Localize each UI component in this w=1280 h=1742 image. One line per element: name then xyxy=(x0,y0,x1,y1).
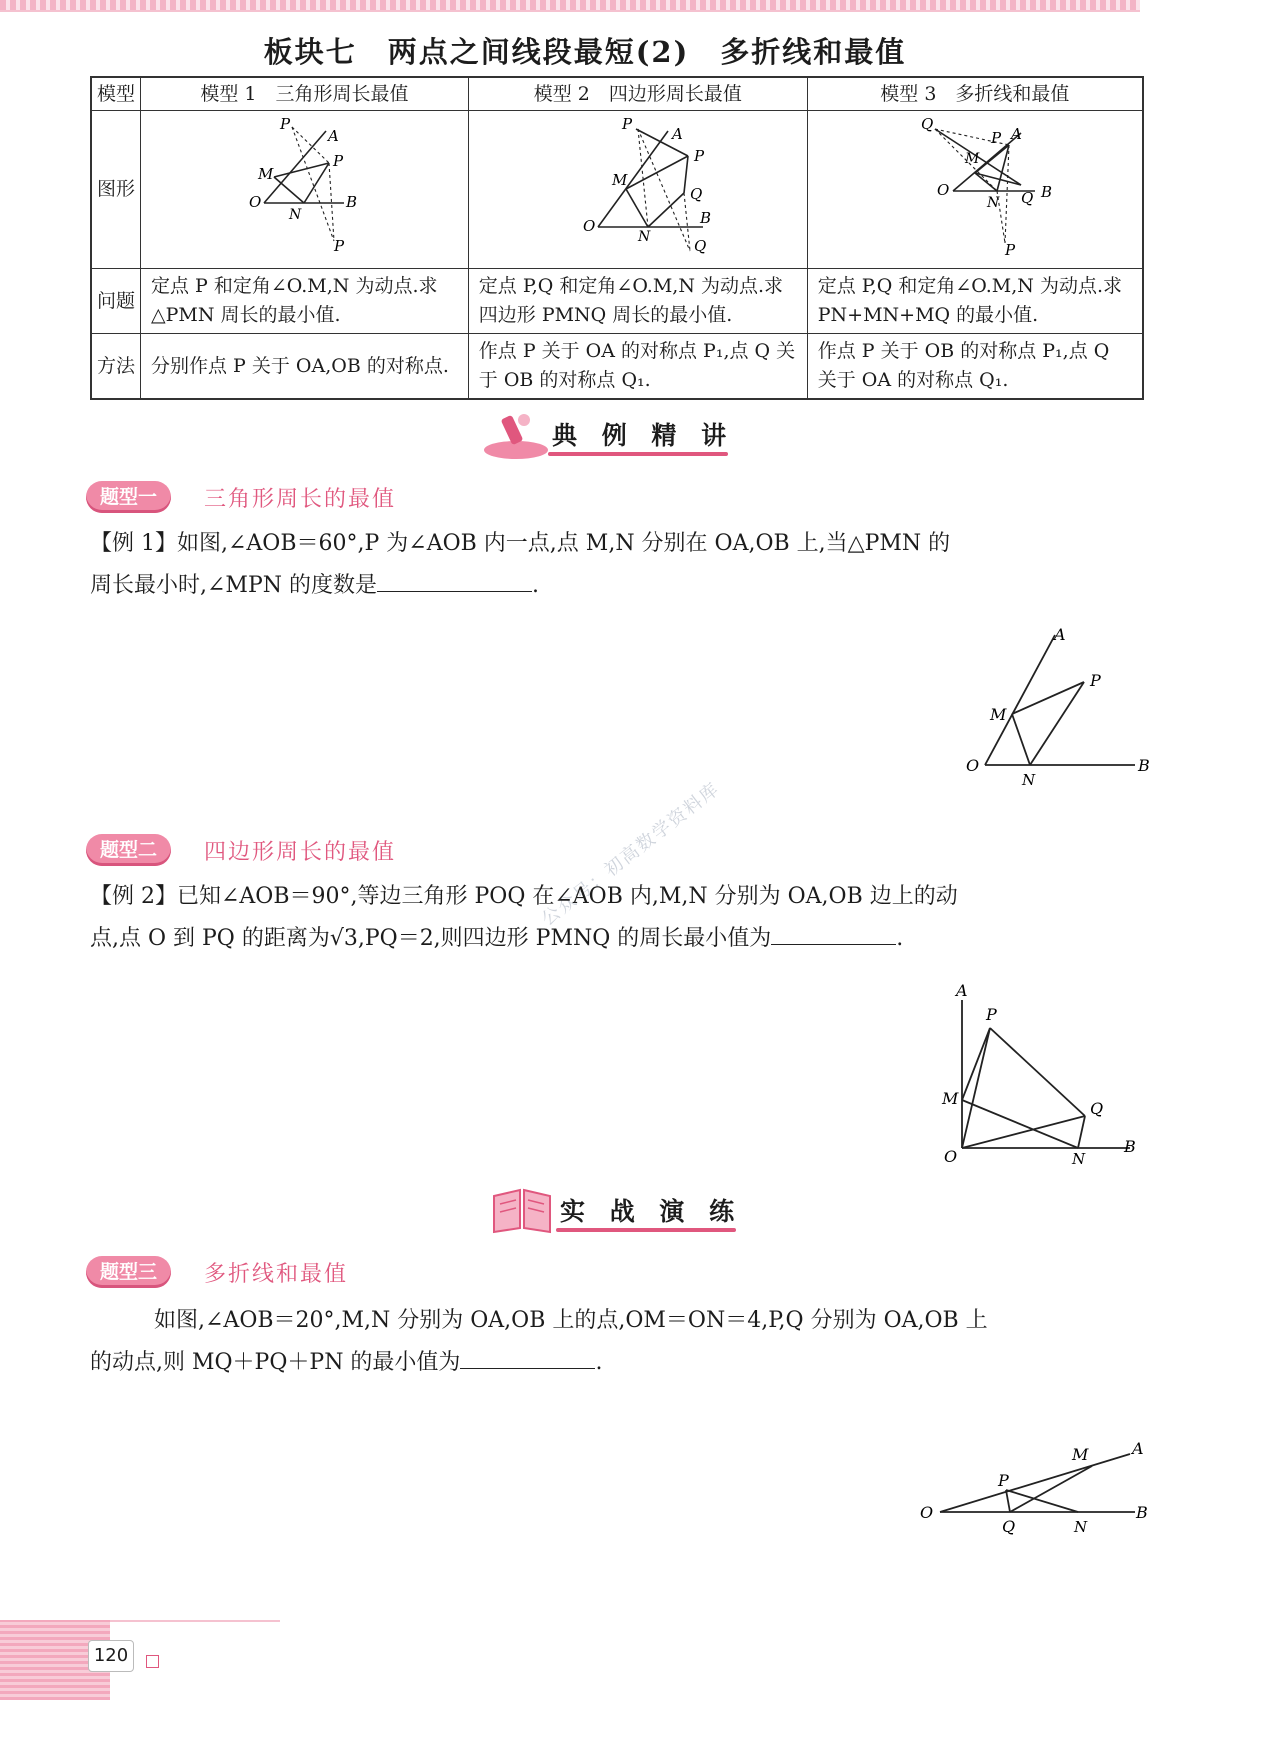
label-p: P xyxy=(1090,671,1101,690)
label-q: Q xyxy=(1020,189,1034,207)
label-b: B xyxy=(1138,756,1150,775)
section-underline xyxy=(556,1228,736,1232)
table-header-row xyxy=(91,77,1143,111)
label-a: A xyxy=(956,981,968,1000)
exercise-answer-blank[interactable] xyxy=(460,1344,595,1369)
example2-line2-text: 点,点 O 到 PQ 的距离为√3,PQ＝2,则四边形 PMNQ 的周长最小值为 xyxy=(90,926,772,951)
label-a: A xyxy=(1010,125,1022,143)
label-q1: Q xyxy=(920,115,934,133)
model-3-header: 模型 3 多折线和最值 xyxy=(807,77,1143,111)
example2-line2 xyxy=(90,918,1145,960)
microscope-icon xyxy=(482,406,552,462)
label-q: Q xyxy=(1090,1099,1104,1118)
model-1-diagram xyxy=(154,111,454,259)
label-q: Q xyxy=(1002,1517,1016,1536)
book-icon xyxy=(490,1184,554,1234)
label-n: N xyxy=(1022,771,1036,789)
model-1-problem: 定点 P 和定角∠O.M,N 为动点.求△PMN 周长的最小值. xyxy=(141,269,469,334)
type3-badge: 题型三 xyxy=(86,1256,171,1288)
label-p: P xyxy=(986,1005,997,1024)
label-n: N xyxy=(1074,1518,1088,1536)
exercise-end: . xyxy=(595,1350,603,1375)
section-underline xyxy=(548,452,728,456)
model-1-method: 分别作点 P 关于 OA,OB 的对称点. xyxy=(141,334,469,400)
method-row-label: 方法 xyxy=(91,334,141,400)
table-figure-row xyxy=(91,111,1143,269)
section-title-examples: 典 例 精 讲 xyxy=(552,421,735,450)
model-2-problem: 定点 P,Q 和定角∠O.M,N 为动点.求四边形 PMNQ 周长的最小值. xyxy=(468,269,807,334)
model-2-figure xyxy=(468,111,807,269)
table-problem-row xyxy=(91,269,1143,334)
label-p: P xyxy=(333,152,344,170)
label-b: B xyxy=(699,209,711,227)
label-a: A xyxy=(328,127,340,145)
figure-row-label: 图形 xyxy=(91,111,141,269)
type2-badge: 题型二 xyxy=(86,834,171,866)
type2-title: 四边形周长的最值 xyxy=(204,840,397,865)
example2-line1: 【例 2】已知∠AOB＝90°,等边三角形 POQ 在∠AOB 内,M,N 分别为 OA,OB 边上的动 xyxy=(90,884,958,909)
label-n: N xyxy=(986,195,1000,211)
model-1-figure xyxy=(141,111,469,269)
exercise-line1: 如图,∠AOB＝20°,M,N 分别为 OA,OB 上的点,OM＝ON＝4,P,Q 分别为 OA,OB 上 xyxy=(154,1308,988,1333)
label-b: B xyxy=(1124,1137,1136,1156)
label-o: O xyxy=(582,217,596,235)
label-o: O xyxy=(936,181,950,199)
label-q1: Q xyxy=(693,237,707,255)
label-b: B xyxy=(1040,183,1052,201)
label-o: O xyxy=(966,756,980,775)
table-corner-cell: 模型 xyxy=(91,77,141,111)
example1-line1: 【例 1】如图,∠AOB＝60°,P 为∠AOB 内一点,点 M,N 分别在 OA,OB 上,当△PMN 的 xyxy=(90,531,951,556)
problem-row-label: 问题 xyxy=(91,269,141,334)
label-m: M xyxy=(1072,1445,1089,1464)
label-o: O xyxy=(920,1503,934,1522)
label-o: O xyxy=(249,193,262,211)
model-3-method: 作点 P 关于 OB 的对称点 P₁,点 Q 关于 OA 的对称点 Q₁. xyxy=(807,334,1143,400)
label-p1: P xyxy=(280,115,291,133)
label-p: P xyxy=(990,129,1001,147)
label-p: P xyxy=(693,147,704,165)
page-square-icon xyxy=(146,1655,159,1668)
label-b: B xyxy=(1136,1503,1148,1522)
model-1-header: 模型 1 三角形周长最值 xyxy=(141,77,469,111)
exercise-figure xyxy=(910,1440,1160,1550)
label-n: N xyxy=(637,229,650,245)
watermark: 公众号：初高数学资料库 xyxy=(537,778,725,931)
footer-decorative-line xyxy=(110,1620,280,1622)
example1-figure xyxy=(950,620,1160,790)
example1-line2 xyxy=(90,565,1145,607)
model-2-diagram xyxy=(488,111,788,259)
example1-end: . xyxy=(532,573,539,598)
label-m: M xyxy=(258,165,274,183)
example1-answer-blank[interactable] xyxy=(377,567,532,592)
example2-figure xyxy=(930,980,1150,1170)
exercise-line2-text: 的动点,则 MQ＋PQ＋PN 的最小值为 xyxy=(90,1350,461,1375)
label-m: M xyxy=(964,151,980,167)
label-a: A xyxy=(1054,625,1066,644)
example2-answer-blank[interactable] xyxy=(771,920,896,945)
type1-badge: 题型一 xyxy=(86,481,171,513)
example1-text xyxy=(90,523,1145,607)
exercise-text xyxy=(90,1300,1145,1384)
label-p1-bottom: P xyxy=(1004,241,1015,259)
label-m: M xyxy=(942,1089,959,1108)
type1-title: 三角形周长的最值 xyxy=(204,487,397,512)
table-method-row xyxy=(91,334,1143,400)
exercise-line2 xyxy=(90,1342,1145,1384)
label-b: B xyxy=(346,193,358,211)
section-banner-examples xyxy=(482,412,762,456)
label-n: N xyxy=(1072,1150,1086,1168)
example2-end: . xyxy=(896,926,904,951)
type3-title: 多折线和最值 xyxy=(204,1262,349,1287)
model-3-diagram xyxy=(825,111,1125,259)
top-decorative-line xyxy=(0,10,1140,12)
label-q: Q xyxy=(689,185,703,203)
section-title-practice: 实 战 演 练 xyxy=(560,1197,743,1226)
top-decorative-band xyxy=(0,0,1140,10)
model-3-problem: 定点 P,Q 和定角∠O.M,N 为动点.求 PN+MN+MQ 的最小值. xyxy=(807,269,1143,334)
example2-text xyxy=(90,876,1145,960)
page-title: 板块七 两点之间线段最短(2) 多折线和最值 xyxy=(263,35,907,69)
label-n: N xyxy=(289,207,302,223)
section-banner-practice xyxy=(490,1188,770,1232)
label-m: M xyxy=(990,705,1007,724)
model-2-method: 作点 P 关于 OA 的对称点 P₁,点 Q 关于 OB 的对称点 Q₁. xyxy=(468,334,807,400)
label-p: P xyxy=(998,1471,1009,1490)
label-a: A xyxy=(1132,1440,1144,1458)
label-p1: P xyxy=(621,115,632,133)
model-2-header: 模型 2 四边形周长最值 xyxy=(468,77,807,111)
model-3-figure xyxy=(807,111,1143,269)
label-a: A xyxy=(671,125,683,143)
example1-line2-text: 周长最小时,∠MPN 的度数是 xyxy=(90,573,377,598)
page-number: 120 xyxy=(88,1640,134,1672)
label-m: M xyxy=(611,171,628,189)
model-table xyxy=(90,76,1144,400)
label-o: O xyxy=(944,1147,958,1166)
label-p2: P xyxy=(334,237,345,255)
